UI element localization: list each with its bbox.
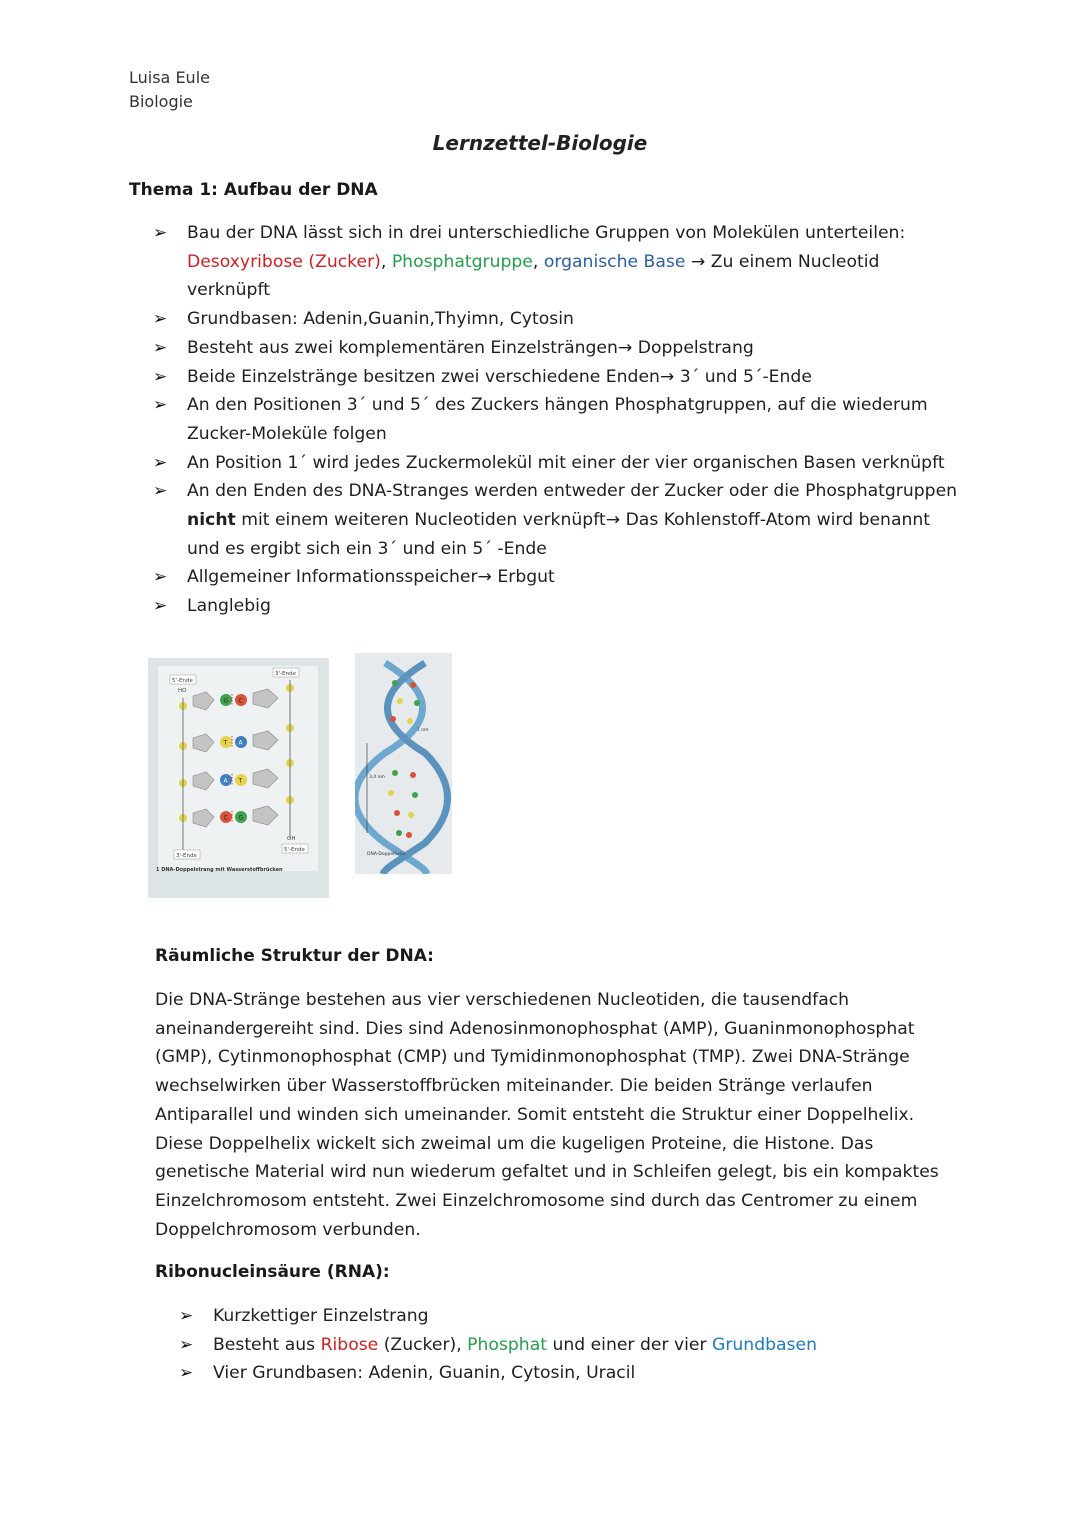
arrow-bullet-icon: ➢ [179,1306,194,1326]
subject-name: Biologie [129,92,193,111]
list-item: ➢ Grundbasen: Adenin,Guanin,Thyimn, Cytosin [129,305,959,334]
label-ho: HO [178,688,187,694]
base-label: C [223,814,228,822]
label-5-end-bottom: 5'-Ende [284,847,305,853]
dna-double-strand-figure [148,658,329,898]
base-label: A [238,739,243,747]
arrow-bullet-icon: ➢ [153,309,168,330]
figure2-caption: DNA-Doppelhelix [367,852,406,857]
ribose-term: Ribose [320,1334,379,1355]
dna-structure-list [129,219,959,621]
list-item: ➢ Besteht aus zwei komplementären Einzelsträngen→ Doppelstrang [129,334,959,363]
arrow-bullet-icon: ➢ [153,481,168,502]
dna-ladder-illustration [148,658,329,898]
sugar-term: Desoxyribose (Zucker) [187,251,381,272]
phosphat-term: Phosphat [467,1334,547,1355]
list-item: ➢ An Position 1´ wird jedes Zuckermolekül mit einer der vier organischen Basen verknüpft [129,449,959,478]
arrow-bullet-icon: ➢ [153,567,168,588]
author-block [129,66,210,114]
section-heading-raeumliche-struktur: Räumliche Struktur der DNA: [155,946,434,966]
label-5-end-top: 5'-Ende [172,678,193,684]
phosphate-term: Phosphatgruppe [391,251,533,272]
label-oh: OH [287,836,296,842]
base-label: G [238,814,244,822]
list-item: ➢ Beide Einzelstränge besitzen zwei verschiedene Enden→ 3´ und 5´-Ende [129,363,959,392]
helix-pitch-label: 3,4 nm [369,775,385,780]
list-item: ➢ Bau der DNA lässt sich in drei unterschiedliche Gruppen von Molekülen unterteilen: Desoxyribose (Zucker), Phosphatgruppe, organische Base → Zu einem Nucleotid verknüpft [129,219,959,305]
label-3-end-bottom: 3'-Ende [176,853,197,859]
base-term: organische Base [543,251,686,272]
list-item: ➢ An den Positionen 3´ und 5´ des Zuckers hängen Phosphatgruppen, auf die wiederum Zucker-Moleküle folgen [129,391,959,448]
raeumliche-struktur-text: Die DNA-Stränge bestehen aus vier verschiedenen Nucleotiden, die tausendfach aneinandergereiht sind. Dies sind Adenosinmonophosphat (AMP), Guaninmonophosphat (GMP), Cytinmonophosphat (CMP) und Tymidinmonophosphat (TMP). Zwei DNA-Stränge wechselwirken über Wasserstoffbrücken miteinander. Die beiden Stränge verlaufen Antiparallel und winden sich umeinander. Somit entsteht die Struktur einer Doppelhelix. Diese Doppelhelix wickelt sich zweimal um die kugeligen Proteine, die Histone. Das genetische Material wird nun wiederum gefaltet und in Schleifen gelegt, bis ein kompaktes Einzelchromosom entsteht. Zwei Einzelchromosome sind durch das Centromer zu einem Doppelchromosom verbunden. [155,990,939,1240]
section-heading-rna: Ribonucleinsäure (RNA): [155,1262,390,1282]
rna-list [155,1302,955,1388]
figure1-caption: 1 DNA-Doppelstrang mit Wasserstoffbrücken [156,867,283,873]
theme-heading: Thema 1: Aufbau der DNA [129,180,378,200]
base-label: G [223,697,229,705]
list-item: ➢ Allgemeiner Informationsspeicher→ Erbgut [129,563,959,592]
arrow-bullet-icon: ➢ [153,337,168,358]
base-label: T [238,777,243,785]
list-item: ➢ Langlebig [129,592,959,621]
arrow-bullet-icon: ➢ [179,1334,194,1355]
arrow-bullet-icon: ➢ [153,596,168,617]
list-item: ➢ Vier Grundbasen: Adenin, Guanin, Cytosin, Uracil [155,1359,955,1388]
author-name: Luisa Eule [129,68,210,87]
base-label: T [223,739,228,747]
arrow-bullet-icon: ➢ [153,395,168,416]
arrow-bullet-icon: ➢ [153,452,168,473]
emphasis-nicht: nicht [187,510,236,531]
base-label: C [238,697,243,705]
dna-double-helix-figure [355,653,452,874]
document-title: Lernzettel-Biologie [432,131,648,155]
arrow-bullet-icon: ➢ [153,366,168,387]
arrow-bullet-icon: ➢ [153,223,168,243]
grundbasen-term: Grundbasen [712,1334,817,1355]
list-item: ➢ An den Enden des DNA-Stranges werden entweder der Zucker oder die Phosphatgruppen nicht mit einem weiteren Nucleotiden verknüpft→ Das Kohlenstoff-Atom wird benannt und es ergibt sich ein 3´ und ein 5´ -Ende [129,477,959,563]
list-item: ➢ Kurzkettiger Einzelstrang [155,1302,955,1331]
base-label: A [223,777,228,785]
helix-width-label: 1 nm [417,728,429,733]
label-3-end-top: 3'-Ende [275,671,296,677]
list-item: ➢ Besteht aus Ribose (Zucker), Phosphat und einer der vier Grundbasen [155,1331,955,1360]
arrow-bullet-icon: ➢ [179,1363,194,1384]
double-helix-illustration [355,653,452,874]
